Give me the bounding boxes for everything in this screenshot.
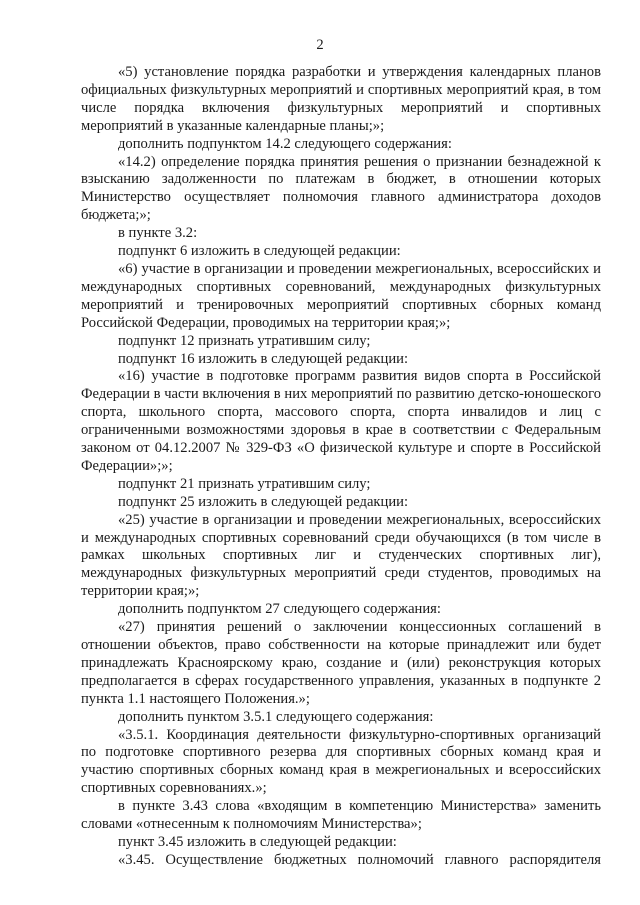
paragraph-item-27-text: «27) принятия решений о заключении концессионных соглашений в отношении объектов, право собственности на которые принадлежит или будет принадлежать Красноярскому краю, создание и (или) реконструкция которых предполагается в сферах государственного управления, указанных в подпункте 2 пункта 1.1 настоящего Положения.»; <box>81 619 601 707</box>
paragraph-add-clause-3-5-1: дополнить пунктом 3.5.1 следующего содержания: <box>118 708 434 725</box>
paragraph-subitem-21-repealed: подпункт 21 признать утратившим силу; <box>118 475 371 492</box>
paragraph-subitem-16-new-edition: подпункт 16 изложить в следующей редакции: <box>118 350 409 367</box>
paragraph-clause-3-43-replace: в пункте 3.43 слова «входящим в компетенцию Министерства» заменить словами «отнесенным к полномочиям Министерства»; <box>81 798 601 833</box>
paragraph-subitem-12-repealed: подпункт 12 признать утратившим силу; <box>118 332 371 349</box>
paragraph-in-clause-3-2: в пункте 3.2: <box>118 225 198 242</box>
paragraph-clause-3-45-new-edition: пункт 3.45 изложить в следующей редакции: <box>118 833 397 850</box>
page-number: 2 <box>316 37 324 53</box>
paragraph-add-subitem-27: дополнить подпунктом 27 следующего содержания: <box>118 601 441 618</box>
paragraph-item-6-text: «6) участие в организации и проведении межрегиональных, всероссийских и международных спортивных соревнований, международных физкультурных мероприятий и тренировочных мероприятий спортивных сборных команд Российской Федерации, проводимых на территории края;»; <box>81 260 601 331</box>
paragraph-clause-3-5-1-text: «3.5.1. Координация деятельности физкультурно-спортивных организаций по подготовке спортивного резерва для спортивных сборных команд края и участию спортивных сборных команд края в межрегиональных и всероссийских спортивных соревнованиях.»; <box>81 726 601 797</box>
paragraph-item-14-2-text: «14.2) определение порядка принятия решения о признании безнадежной к взысканию задолженности по платежам в бюджет, в отношении которых Министерство осуществляет полномочия главного администратора доходов бюджета;»; <box>81 153 601 224</box>
paragraph-item-25-text: «25) участие в организации и проведении межрегиональных, всероссийских и международных спортивных соревнований среди обучающихся (в том числе в рамках школьных спортивных лиг и студенческих спортивных лиг), международных физкультурных мероприятий среди студентов, проводимых на территории края;»; <box>81 511 601 600</box>
paragraph-item-16-text: «16) участие в подготовке программ развития видов спорта в Российской Федерации в части включения в них мероприятий по развитию детско-юношеского спорта, школьного спорта, массового спорта, спорта инвалидов и лиц с ограниченными возможностями здоровья в крае в соответствии с Федеральным законом от 04.12.2007 № 329-ФЗ «О физической культуре и спорте в Российской Федерации»;»; <box>81 368 601 474</box>
paragraph-item-5-calendar-plans: «5) установление порядка разработки и утверждения календарных планов официальных физкультурных мероприятий и спортивных мероприятий края, в том числе порядка включения физкультурных мероприятий и спортивных мероприятий в указанные календарные планы;»; <box>81 64 601 134</box>
document-body <box>81 64 601 870</box>
paragraph-clause-3-45-text: «3.45. Осуществление бюджетных полномочий главного распорядителя <box>118 851 601 868</box>
paragraph-add-subitem-14-2: дополнить подпунктом 14.2 следующего содержания: <box>118 135 452 152</box>
paragraph-subitem-6-new-edition: подпункт 6 изложить в следующей редакции: <box>118 243 401 260</box>
paragraph-subitem-25-new-edition: подпункт 25 изложить в следующей редакции: <box>118 493 409 510</box>
